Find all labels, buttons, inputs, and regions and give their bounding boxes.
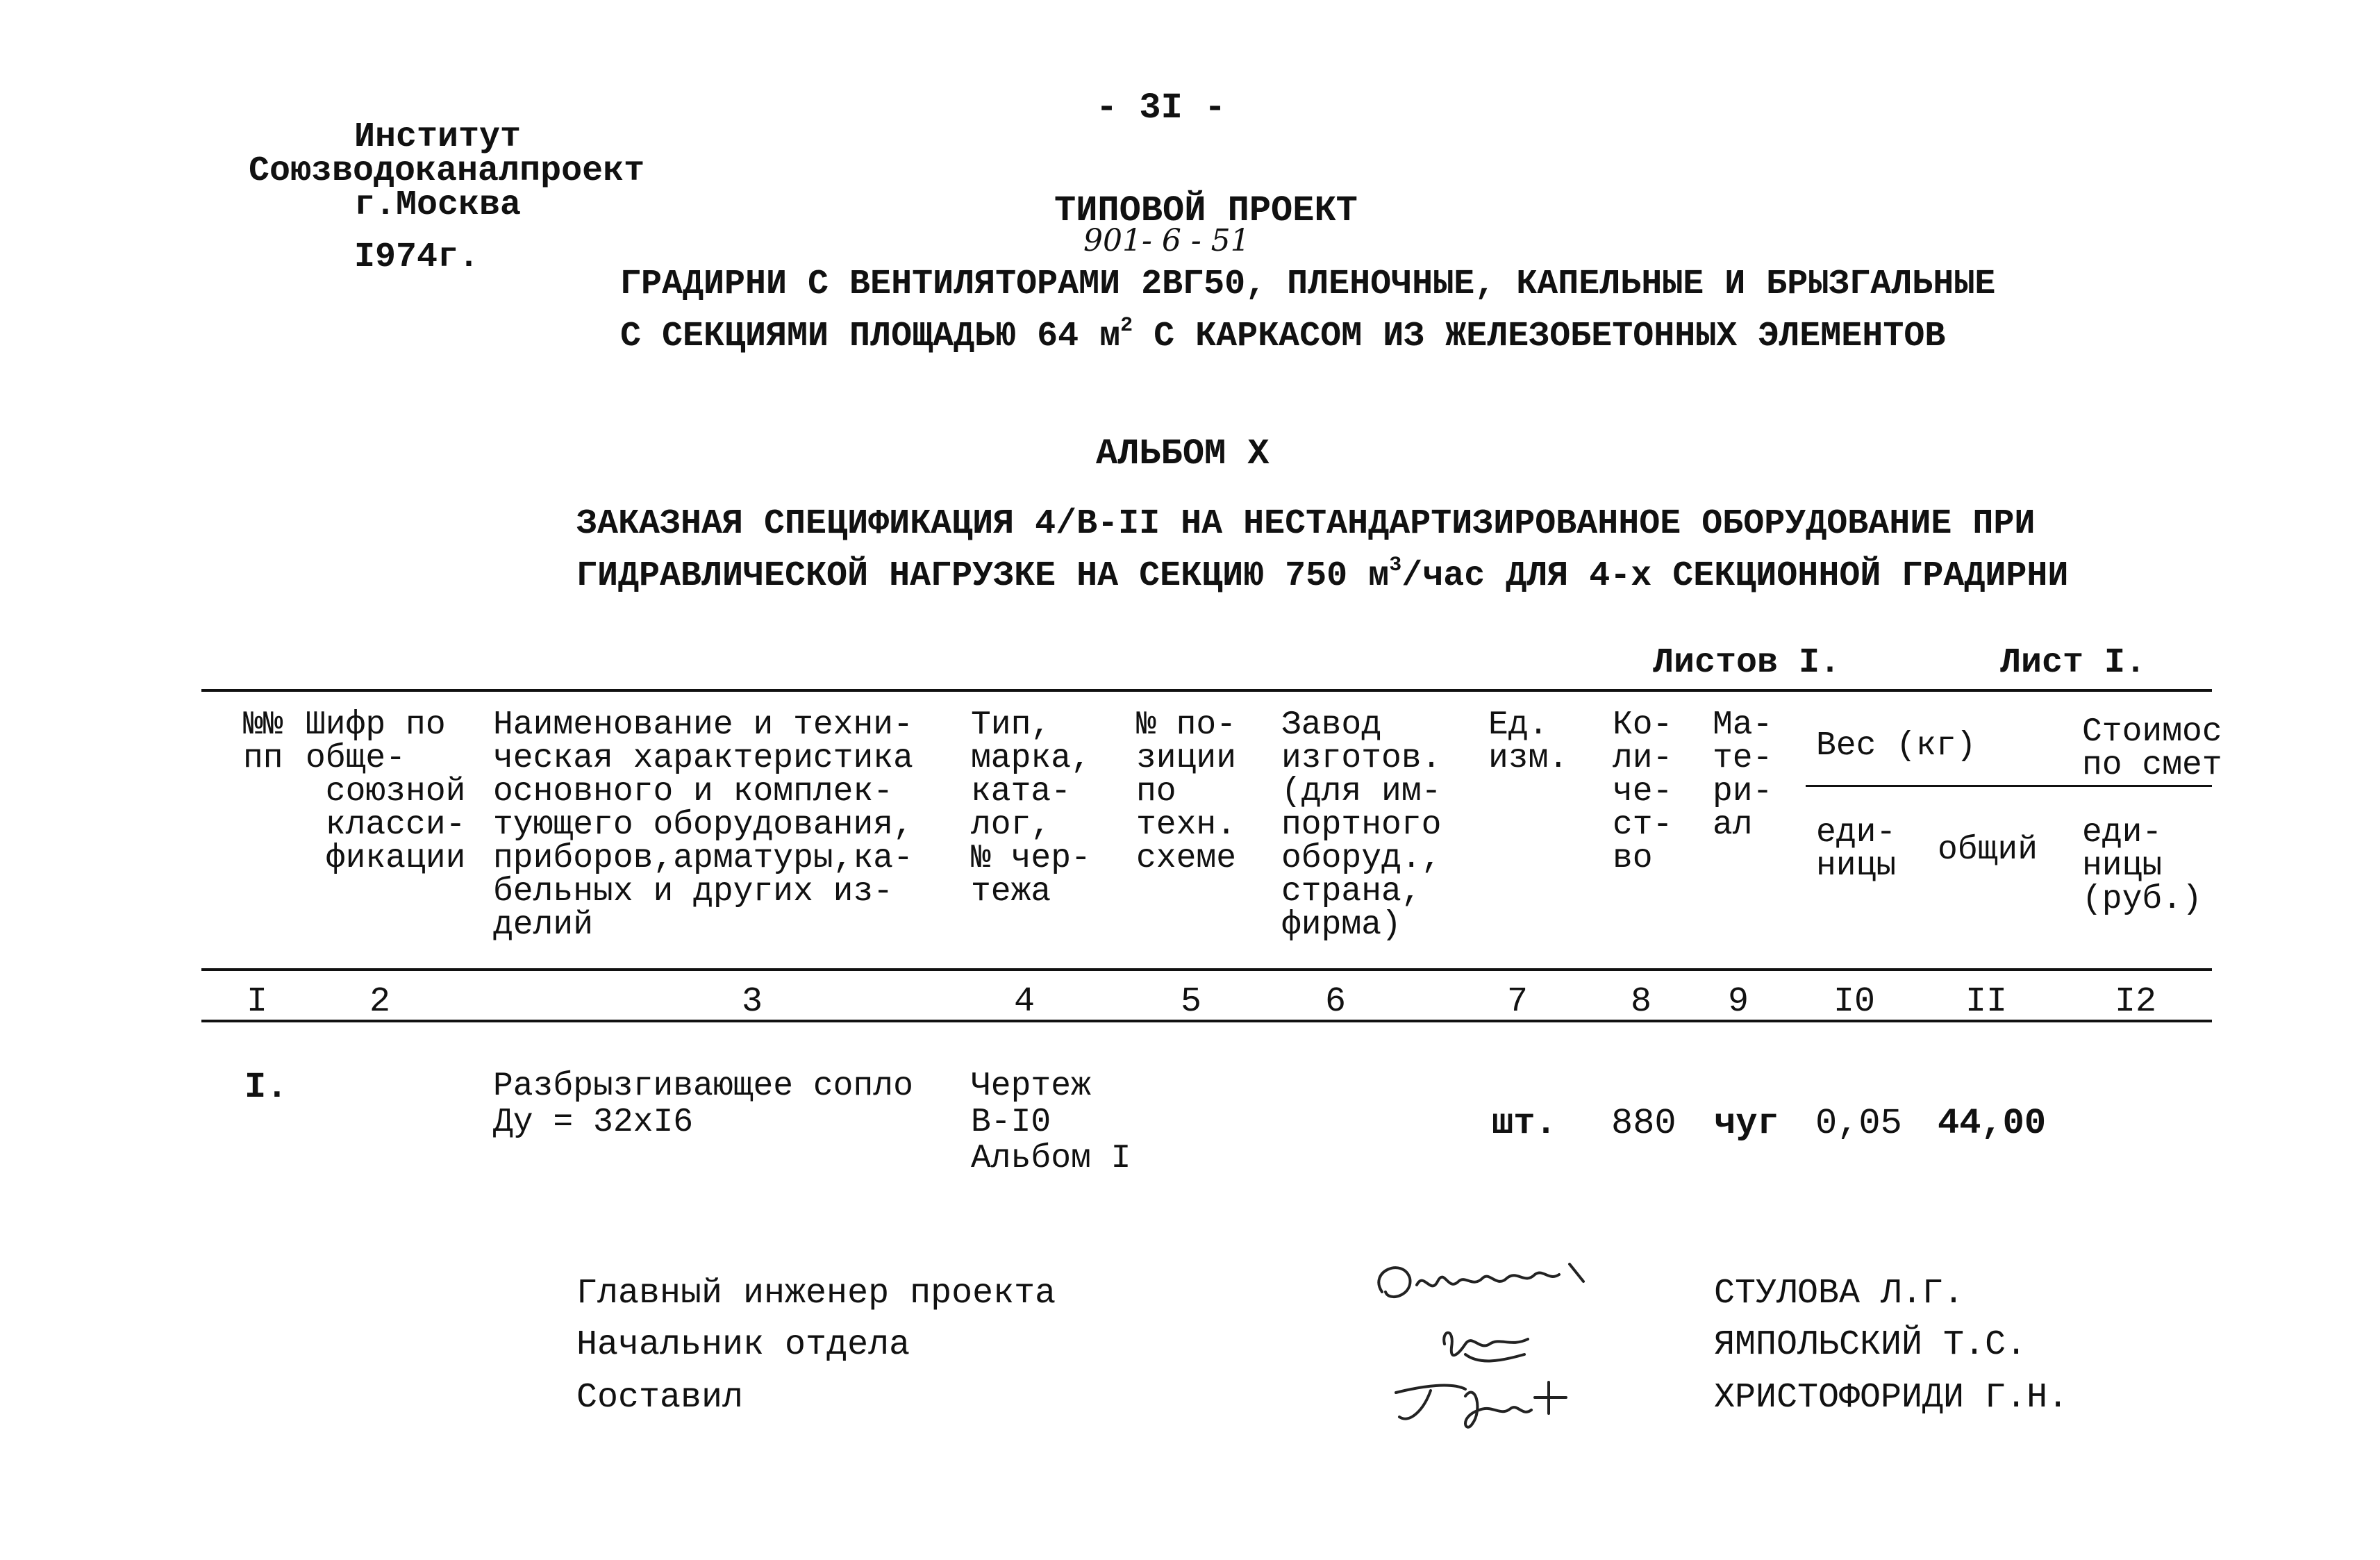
column-number: 6 — [1325, 982, 1347, 1022]
header-col-2: Шифр по обще- союзной класси- фикации — [306, 706, 466, 877]
spec-title-line2 — [576, 554, 2069, 596]
volume-unit-superscript: 3 — [1389, 554, 1402, 577]
row-name: Разбрызгивающее сопло Ду = 32xI6 — [493, 1068, 913, 1141]
institute-city: г.Москва — [354, 185, 522, 225]
column-numbers-rule — [201, 1020, 2212, 1022]
column-number: 4 — [1014, 982, 1035, 1022]
header-col-7: Ед. изм. — [1488, 706, 1569, 777]
header-col-12: Стоимос по смет — [2082, 713, 2222, 784]
spec-title-line1: ЗАКАЗНАЯ СПЕЦИФИКАЦИЯ 4/В-II НА НЕСТАНДАРТИЗИРОВАННОЕ ОБОРУДОВАНИЕ ПРИ — [576, 504, 2036, 544]
project-title-line2 — [620, 314, 1946, 356]
album-title: АЛЬБОМ X — [1096, 433, 1270, 474]
row-qty: 880 — [1611, 1103, 1676, 1144]
header-bottom-rule — [201, 968, 2212, 971]
column-number: 2 — [369, 982, 391, 1022]
column-number: II — [1965, 982, 2008, 1022]
area-unit-superscript: 2 — [1120, 314, 1133, 338]
page-number: - 3I - — [1096, 88, 1226, 128]
header-col-1: №№ пп — [243, 706, 283, 777]
project-number-handwritten: 901- 6 - 51 — [1083, 223, 1250, 258]
column-number: 3 — [742, 982, 763, 1022]
column-number: 7 — [1507, 982, 1529, 1022]
signature-role-department-head: Начальник отдела — [576, 1325, 910, 1365]
project-title-line1: ГРАДИРНИ С ВЕНТИЛЯТОРАМИ 2ВГ50, ПЛЕНОЧНЫЕ, КАПЕЛЬНЫЕ И БРЫЗГАЛЬНЫЕ — [620, 265, 1996, 304]
header-col-3: Наименование и техни- ческая характеристика основного и комплек- тующего оборудования, приборов,арматуры,ка- бельных и других из- делий — [493, 706, 913, 944]
header-weight: Вес (кг) — [1816, 727, 1977, 765]
signature-stulova — [1379, 1264, 1583, 1297]
spec-title-line2-part1: ГИДРАВЛИЧЕСКОЙ НАГРУЗКЕ НА СЕКЦИЮ 750 м — [576, 556, 1390, 596]
project-title-line2-part1: С СЕКЦИЯМИ ПЛОЩАДЬЮ 64 м — [620, 317, 1121, 356]
institute-name: Союзводоканалпроект — [249, 151, 645, 191]
sheet-current: Лист I. — [2000, 643, 2147, 683]
row-number: I. — [244, 1067, 288, 1108]
project-title-line2-part2: С КАРКАСОМ ИЗ ЖЕЛЕЗОБЕТОННЫХ ЭЛЕМЕНТОВ — [1133, 317, 1946, 356]
weight-subheader-rule — [1806, 785, 2212, 787]
header-col-6: Завод изготов. (для им- портного оборуд., страна, фирма) — [1281, 706, 1442, 944]
header-col-5: № по- зиции по техн. схеме — [1136, 706, 1237, 877]
row-type: Чертеж В-I0 Альбом I — [971, 1068, 1131, 1177]
row-weight-total: 44,00 — [1938, 1103, 2047, 1144]
column-number: 8 — [1631, 982, 1652, 1022]
handwritten-signatures — [1361, 1243, 1625, 1459]
header-col-8: Ко- ли- че- ст- во — [1613, 706, 1673, 877]
header-col-12-sub: еди- ницы (руб.) — [2082, 814, 2202, 918]
sheets-total: Листов I. — [1653, 643, 1841, 683]
column-number: I — [247, 982, 268, 1022]
institute-year: I974г. — [354, 238, 480, 277]
signature-name-chief-engineer: СТУЛОВА Л.Г. — [1714, 1274, 1965, 1313]
spec-title-line2-part2: /час ДЛЯ 4-х СЕКЦИОННОЙ ГРАДИРНИ — [1401, 556, 2069, 596]
signature-yampolsky — [1444, 1333, 1528, 1361]
header-col-10: еди- ницы — [1816, 814, 1897, 885]
header-col-9: Ма- те- ри- ал — [1713, 706, 1773, 844]
signature-role-chief-engineer: Главный инженер проекта — [576, 1274, 1056, 1313]
row-weight-unit: 0,05 — [1815, 1103, 1902, 1144]
row-material: чуг — [1714, 1103, 1779, 1144]
column-number: 5 — [1181, 982, 1202, 1022]
header-col-4: Тип, марка, ката- лог, № чер- тежа — [971, 706, 1091, 911]
column-number: I0 — [1833, 982, 1876, 1022]
column-number: 9 — [1728, 982, 1749, 1022]
signature-hristoforidi — [1396, 1382, 1566, 1427]
table-top-rule — [201, 689, 2212, 692]
header-col-11: общий — [1938, 831, 2038, 869]
institute-label: Институт — [354, 117, 522, 157]
signature-name-department-head: ЯМПОЛЬСКИЙ Т.С. — [1714, 1325, 2027, 1365]
signature-role-compiler: Составил — [576, 1378, 744, 1418]
column-number: I2 — [2115, 982, 2157, 1022]
signature-name-compiler: ХРИСТОФОРИДИ Г.Н. — [1714, 1378, 2069, 1418]
project-label: ТИПОВОЙ ПРОЕКТ — [1054, 190, 1358, 231]
row-unit: шт. — [1492, 1103, 1557, 1144]
